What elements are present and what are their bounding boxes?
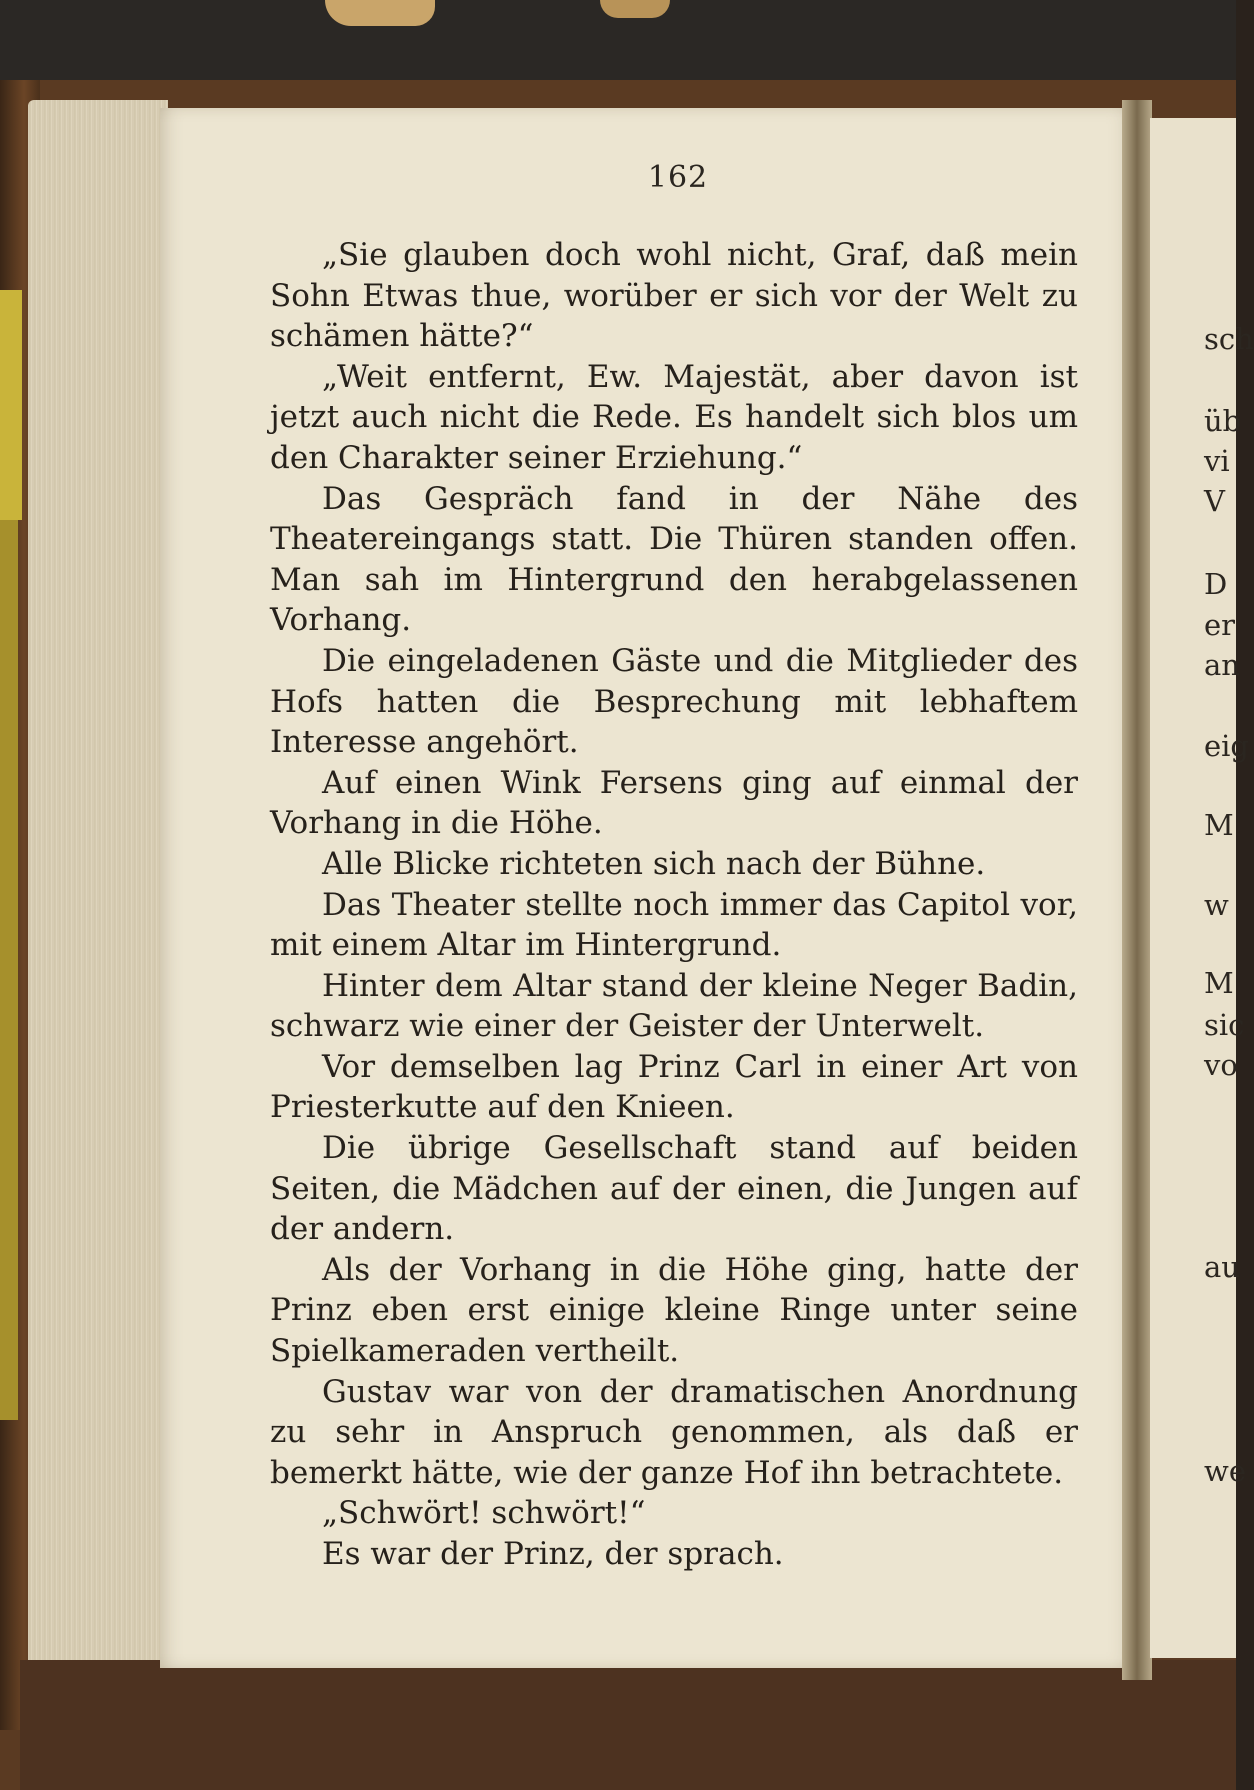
paragraph: Hinter dem Altar stand der kleine Neger Badin, schwarz wie einer der Geister der Unterwelt.	[270, 967, 1078, 1045]
page-number: 162	[647, 160, 709, 195]
paragraph: Es war der Prinz, der sprach.	[322, 1536, 784, 1572]
facing-fragment: eig	[1204, 729, 1250, 763]
facing-fragment: üb	[1204, 404, 1242, 438]
facing-fragment: au	[1204, 1250, 1240, 1284]
paper-scrap	[325, 0, 435, 26]
facing-fragment: V	[1204, 484, 1225, 518]
facing-fragment: M	[1204, 966, 1234, 1000]
bookmark-ribbon	[0, 520, 18, 1420]
book-bottom-edge	[20, 1660, 1236, 1790]
page-edges	[28, 100, 168, 1670]
facing-fragment: sch	[1204, 322, 1254, 356]
facing-fragment: er	[1204, 608, 1236, 642]
paragraph: Das Gespräch fand in der Nähe des Theatereingangs statt. Die Thüren standen offen. Man sah im Hintergrund den herabgelassenen Vorhang.	[270, 480, 1078, 639]
paragraph: Die übrige Gesellschaft stand auf beiden Seiten, die Mädchen auf der einen, die Jungen auf der andern.	[270, 1130, 1078, 1248]
facing-fragment: we	[1204, 1454, 1246, 1488]
facing-fragment: w	[1204, 888, 1229, 922]
paper-scrap	[600, 0, 670, 18]
paragraph: „Sie glauben doch wohl nicht, Graf, daß mein Sohn Etwas thue, worüber er sich vor der Welt zu schämen hätte?“	[270, 237, 1078, 355]
facing-fragment: M	[1204, 808, 1234, 842]
paragraph: Das Theater stellte noch immer das Capitol vor, mit einem Altar im Hintergrund.	[270, 886, 1078, 964]
paragraph: Vor demselben lag Prinz Carl in einer Art von Priesterkutte auf den Knieen.	[270, 1048, 1078, 1126]
body-text	[270, 235, 1078, 1575]
facing-fragment: D	[1204, 567, 1228, 601]
facing-fragment: an	[1204, 648, 1240, 682]
paragraph: „Schwört! schwört!“	[322, 1495, 646, 1532]
paragraph: Als der Vorhang in die Höhe ging, hatte der Prinz eben erst einige kleine Ringe unter seine Spielkameraden vertheilt.	[270, 1251, 1078, 1370]
facing-fragment: vo	[1204, 1048, 1238, 1082]
paragraph: Alle Blicke richteten sich nach der Bühne.	[322, 845, 986, 882]
paragraph: Die eingeladenen Gäste und die Mitglieder des Hofs hatten die Besprechung mit lebhaftem Interesse angehört.	[270, 642, 1078, 761]
facing-fragment: sic	[1204, 1008, 1245, 1042]
paragraph: Gustav war von der dramatischen Anordnung zu sehr in Anspruch genommen, als daß er bemerkt hätte, wie der ganze Hof ihn betrachtete.	[270, 1373, 1078, 1491]
paragraph: „Weit entfernt, Ew. Majestät, aber davon ist jetzt auch nicht die Rede. Es handelt sich blos um den Charakter seiner Erziehung.“	[270, 358, 1078, 476]
paragraph: Auf einen Wink Fersens ging auf einmal der Vorhang in die Höhe.	[270, 764, 1078, 842]
facing-fragment: vi	[1204, 444, 1230, 478]
bookmark-ribbon	[0, 290, 22, 520]
book-gutter	[1122, 100, 1152, 1680]
